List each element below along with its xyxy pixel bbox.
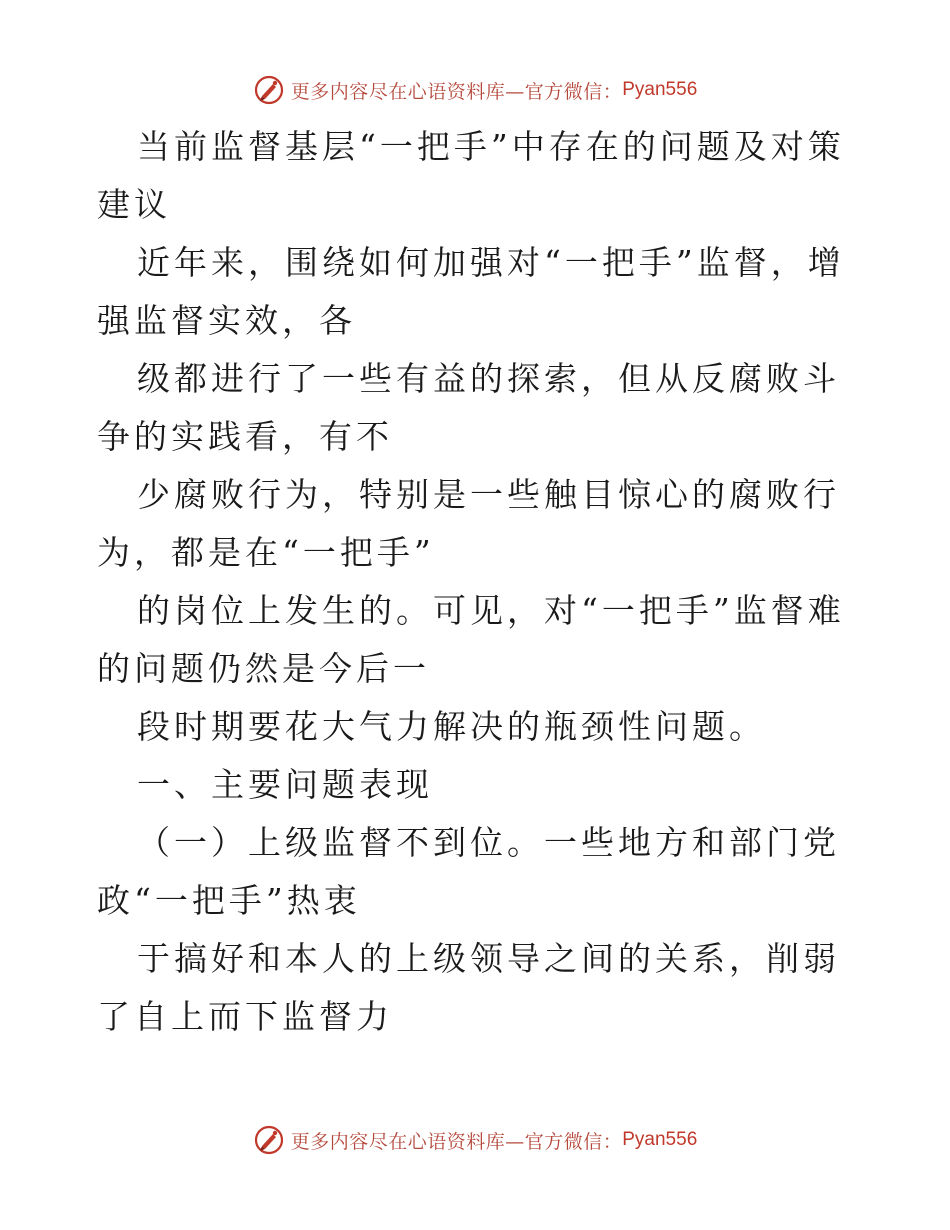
document-title: 当前监督基层“一把手”中存在的问题及对策建议: [97, 127, 845, 224]
body-paragraph: 少腐败行为，特别是一些触目惊心的腐败行为，都是在“一把手”: [97, 475, 840, 572]
section-heading: 一、主要问题表现: [137, 765, 433, 804]
body-paragraph: 级都进行了一些有益的探索，但从反腐败斗争的实践看，有不: [97, 359, 840, 456]
document-body: [97, 118, 857, 1046]
watermark-wechat-handle: Pyan556: [622, 79, 698, 100]
subsection-paragraph: （一）上级监督不到位。一些地方和部门党政“一把手”热衷: [97, 823, 840, 920]
body-paragraph: 于搞好和本人的上级领导之间的关系，削弱了自上而下监督力: [97, 939, 840, 1036]
watermark-text: 更多内容尽在心语资料库—官方微信：: [290, 1130, 623, 1153]
watermark-wechat-handle: Pyan556: [622, 1129, 698, 1150]
watermark-text: 更多内容尽在心语资料库—官方微信：: [290, 80, 623, 103]
body-paragraph: 的岗位上发生的。可见，对“一把手”监督难的问题仍然是今后一: [97, 591, 845, 688]
body-paragraph: 段时期要花大气力解决的瓶颈性问题。: [137, 707, 766, 746]
pen-logo-icon: [253, 74, 285, 106]
header-watermark-banner: [0, 70, 950, 110]
body-paragraph: 近年来，围绕如何加强对“一把手”监督，增强监督实效，各: [97, 243, 845, 340]
footer-watermark-banner: [0, 1120, 950, 1160]
pen-logo-icon: [253, 1124, 285, 1156]
